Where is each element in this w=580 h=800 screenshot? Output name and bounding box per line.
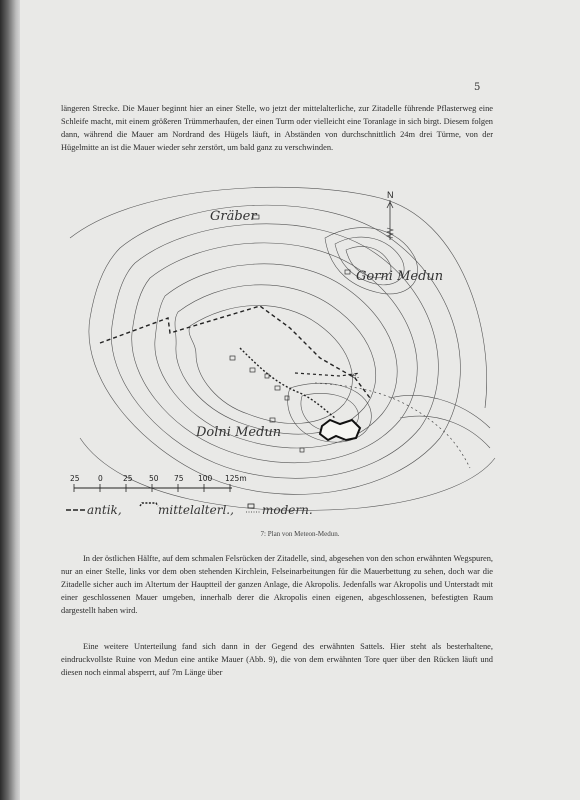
scale-tick-label: 100 (198, 474, 213, 483)
north-label: N (387, 190, 394, 200)
scale-tick-label: 25 (123, 474, 133, 483)
scale-tick-label: 75 (174, 474, 184, 483)
label-gorni-medun: Gorni Medun (356, 269, 444, 284)
contour-lines (70, 187, 495, 510)
book-page (20, 0, 580, 800)
book-spine-shadow (0, 0, 20, 800)
scale-tick-label: 125m (225, 474, 247, 483)
scale-bar (70, 474, 247, 492)
page-number: 5 (474, 82, 481, 93)
map-legend (66, 503, 313, 517)
label-dolni-medun: Dolni Medun (196, 425, 282, 440)
scale-tick-label: 50 (149, 474, 159, 483)
figure-caption: 7: Plan von Meteon-Medun. (260, 530, 340, 538)
ancient-wall-line (100, 306, 370, 398)
north-arrow (387, 190, 394, 240)
legend-antik: antik, (87, 503, 122, 517)
paragraph-2: In der östlichen Hälfte, auf dem schmalen Felsrücken der Zitadelle, sind, abgesehen von den schon erwähnten Wegspuren, nur an einer Stelle, links vor dem oben stehenden Kirchlein, Felseinarbeitungen für die Mauerbettung zu sehen, doch war die Zitadelle sicher auch im Altertum der Hauptteil der ganzen Anlage, die Akropolis. Jedenfalls war Akropolis und Unterstadt mit einer geschlossenen Mauer umgeben, innerhalb derer die Akropolis einen eigenen, abgeschlossenen, befestigten Raum dargestellt haben wird. (61, 554, 493, 615)
label-marker-e: e. (352, 371, 360, 380)
legend-modern: modern. (262, 503, 313, 517)
citadel-outline (320, 420, 360, 440)
scale-tick-label: 0 (98, 474, 103, 483)
modern-buildings (230, 215, 350, 452)
paragraph-3: Eine weitere Unterteilung fand sich dann in der Gegend des erwähnten Sattels. Hier steht als besterhaltene, eindruckvollste Ruine von Medun eine antike Mauer (Abb. 9), die von dem erwähnten Tore quer über den Rücken läuft und diesen noch einmal absperrt, auf 7m Länge über (61, 642, 493, 677)
legend-mittelalterl: mittelalterl., (158, 503, 234, 517)
scale-tick-label: 25 (70, 474, 80, 483)
paragraph-1: längeren Strecke. Die Mauer beginnt hier an einer Stelle, wo jetzt der mittelalterliche, zur Zitadelle führende Pflasterweg eine Schleife macht, mit einem größeren Trümmerhaufen, der einen Turm oder vielleicht eine Toranlage in sich birgt. Diesem folgen dann, während die Mauer am Nordrand des Hügels läuft, in Abständen von durchschnittlich 24m drei Türme, von der Hügelmitte an ist die Mauer wieder sehr zerstört, um bald ganz zu verschwinden. (61, 104, 493, 152)
site-plan-map (60, 178, 500, 518)
label-graeber: Gräber (210, 209, 257, 224)
